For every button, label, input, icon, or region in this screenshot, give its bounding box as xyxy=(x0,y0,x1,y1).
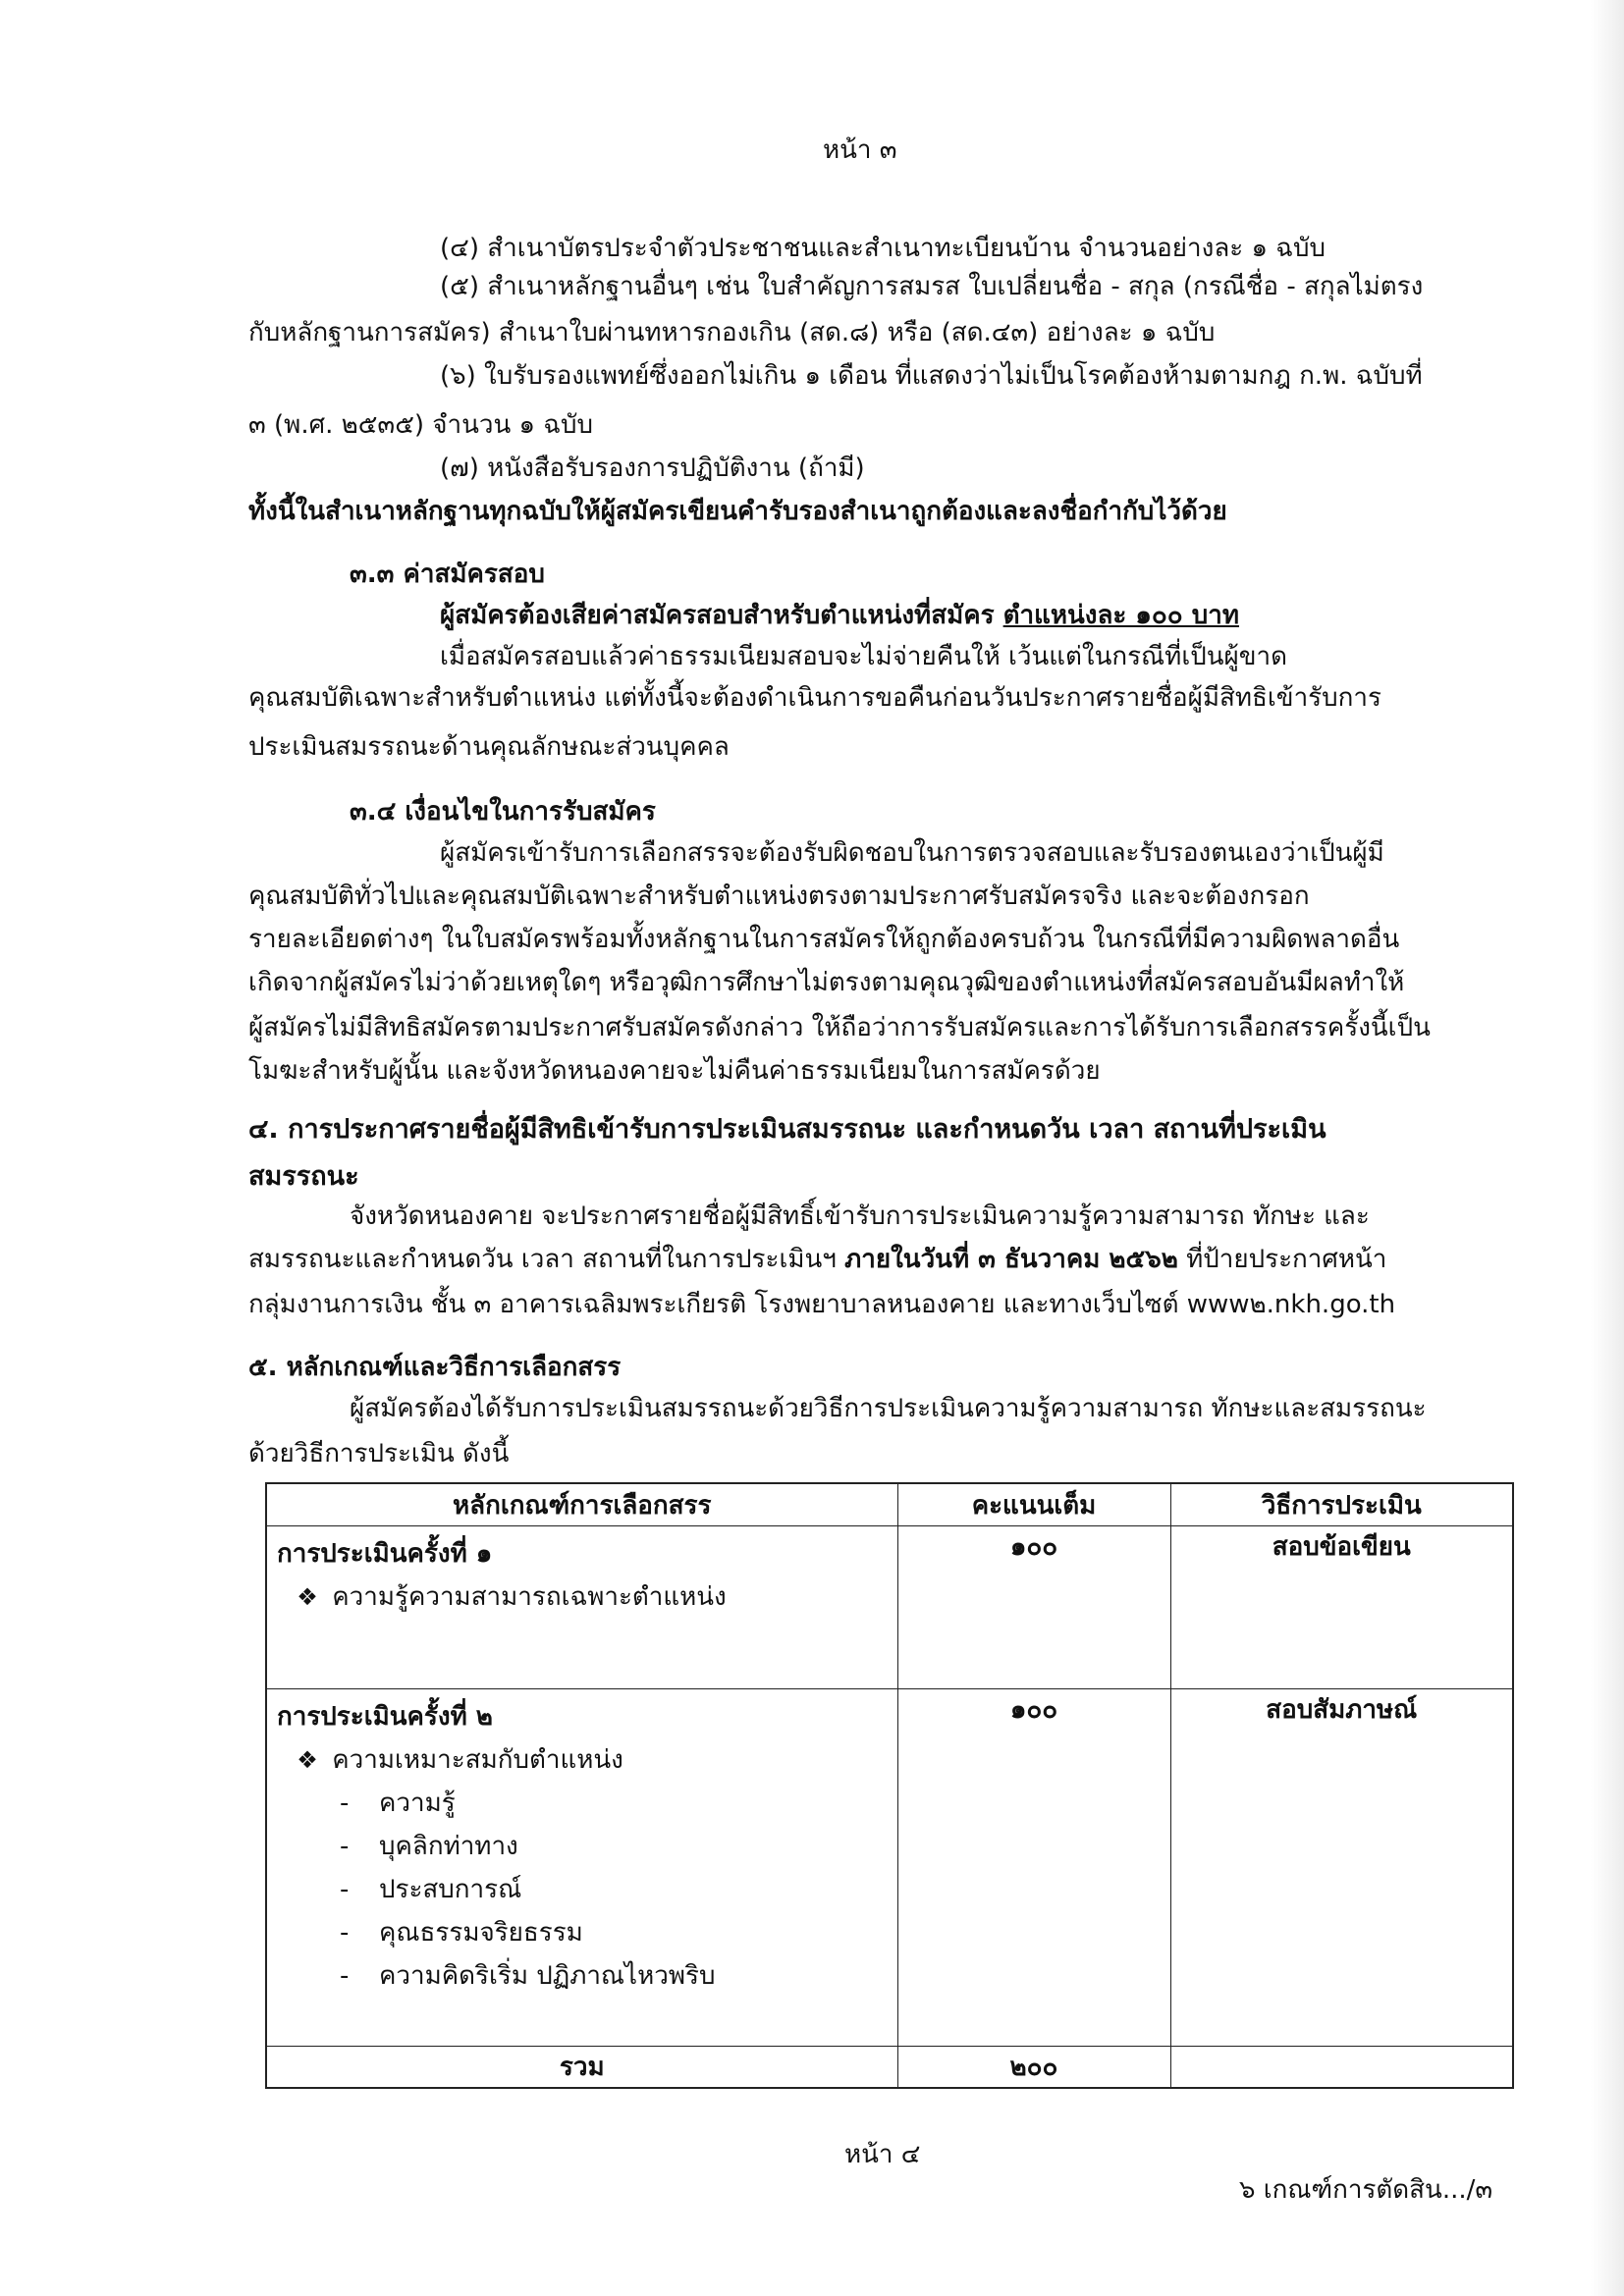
round2-subitem: ความรู้ xyxy=(379,1789,456,1818)
col-header-criteria: หลักเกณฑ์การเลือกสรร xyxy=(266,1483,897,1526)
section-3-4-line1: ผู้สมัครเข้ารับการเลือกสรรจะต้องรับผิดชอบในการตรวจสอบและรับรองตนเองว่าเป็นผู้มี xyxy=(440,838,1384,868)
section-3-3-line3: ประเมินสมรรถนะด้านคุณลักษณะส่วนบุคคล xyxy=(248,732,730,762)
fee-amount: ตำแหน่งละ ๑๐๐ บาท xyxy=(1002,601,1239,630)
total-score: ๒๐๐ xyxy=(897,2047,1170,2089)
scan-edge-shadow xyxy=(1591,0,1624,2296)
page-number-footer: หน้า ๔ xyxy=(844,2140,921,2169)
round2-subitem: บุคลิกท่าทาง xyxy=(379,1832,518,1861)
section-3-3-line1: เมื่อสมัครสอบแล้วค่าธรรมเนียมสอบจะไม่จ่ายคืนให้ เว้นแต่ในกรณีที่เป็นผู้ขาด xyxy=(440,642,1287,671)
dash-icon: - xyxy=(340,1918,350,1948)
section-5-line2: ด้วยวิธีการประเมิน ดังนี้ xyxy=(248,1439,510,1468)
section-4-line1: จังหวัดหนองคาย จะประกาศรายชื่อผู้มีสิทธิ์เข้ารับการประเมินความรู้ความสามารถ ทักษะ และ xyxy=(350,1201,1370,1231)
section-3-4-heading: ๓.๔ เงื่อนไขในการรับสมัคร xyxy=(350,797,656,827)
col-header-method: วิธีการประเมิน xyxy=(1170,1483,1513,1526)
section-4-line3: กลุ่มงานการเงิน ชั้น ๓ อาคารเฉลิมพระเกียรติ โรงพยาบาลหนองคาย และทางเว็บไซต์ www๒.nkh.go.th xyxy=(248,1290,1396,1319)
round1-item: ความรู้ความสามารถเฉพาะตำแหน่ง xyxy=(332,1582,727,1612)
round2-item: ความเหมาะสมกับตำแหน่ง xyxy=(332,1745,623,1775)
fee-statement xyxy=(440,595,1239,635)
page-number-header: หน้า ๓ xyxy=(823,135,897,165)
diamond-bullet-icon: ❖ xyxy=(297,1746,318,1774)
table-header-row xyxy=(266,1483,1513,1526)
doc-item-6-line1: (๖) ใบรับรองแพทย์ซึ่งออกไม่เกิน ๑ เดือน ที่แสดงว่าไม่เป็นโรคต้องห้ามตามกฎ ก.พ. ฉบับที่ xyxy=(440,361,1423,391)
col-header-full-score: คะแนนเต็ม xyxy=(897,1483,1170,1526)
section-4-line2 xyxy=(248,1239,1386,1279)
section-3-4-line3: รายละเอียดต่างๆ ในใบสมัครพร้อมทั้งหลักฐานในการสมัครให้ถูกต้องครบถ้วน ในกรณีที่มีความผิดพลาดอื่น xyxy=(248,925,1400,954)
round1-score: ๑๐๐ xyxy=(897,1526,1170,1689)
round2-subitem: คุณธรรมจริยธรรม xyxy=(379,1918,583,1948)
total-method xyxy=(1170,2047,1513,2089)
table-row-round1 xyxy=(266,1526,1513,1689)
doc-item-6-line2: ๓ (พ.ศ. ๒๕๓๕) จำนวน ๑ ฉบับ xyxy=(248,410,594,440)
section-3-4-line2: คุณสมบัติทั่วไปและคุณสมบัติเฉพาะสำหรับตำแหน่งตรงตามประกาศรับสมัครจริง และจะต้องกรอก xyxy=(248,881,1310,911)
section-3-3-heading: ๓.๓ ค่าสมัครสอบ xyxy=(350,560,545,589)
section-5-line1: ผู้สมัครต้องได้รับการประเมินสมรรถนะด้วยวิธีการประเมินความรู้ความสามารถ ทักษะและสมรรถนะ xyxy=(350,1394,1427,1423)
section-3-3-line2: คุณสมบัติเฉพาะสำหรับตำแหน่ง แต่ทั้งนี้จะต้องดำเนินการขอคืนก่อนวันประกาศรายชื่อผู้มีสิทธิเข้ารับการ xyxy=(248,683,1381,713)
doc-item-7: (๗) หนังสือรับรองการปฏิบัติงาน (ถ้ามี) xyxy=(440,454,865,483)
dash-icon: - xyxy=(340,1832,350,1861)
section-3-4-line5: ผู้สมัครไม่มีสิทธิสมัครตามประกาศรับสมัครดังกล่าว ให้ถือว่าการรับสมัครและการได้รับการเลือกสรรครั้งนี้เป็น xyxy=(248,1013,1431,1042)
dash-icon: - xyxy=(340,1789,350,1818)
round2-score: ๑๐๐ xyxy=(897,1689,1170,2047)
fee-prefix: ผู้สมัครต้องเสียค่าสมัครสอบสำหรับตำแหน่งที่สมัคร xyxy=(440,601,1003,630)
table-row-total xyxy=(266,2047,1513,2089)
next-page-reference: ๖ เกณฑ์การตัดสิน.../๓ xyxy=(1239,2175,1493,2205)
total-label: รวม xyxy=(266,2047,897,2089)
round2-subitem: ประสบการณ์ xyxy=(379,1875,522,1904)
section-3-4-line6: โมฆะสำหรับผู้นั้น และจังหวัดหนองคายจะไม่คืนค่าธรรมเนียมในการสมัครด้วย xyxy=(248,1056,1101,1086)
certify-note: ทั้งนี้ในสำเนาหลักฐานทุกฉบับให้ผู้สมัครเขียนคำรับรองสำเนาถูกต้องและลงชื่อกำกับไว้ด้วย xyxy=(248,497,1227,526)
diamond-bullet-icon: ❖ xyxy=(297,1583,318,1611)
section-3-4-line4: เกิดจากผู้สมัครไม่ว่าด้วยเหตุใดๆ หรือวุฒิการศึกษาไม่ตรงตามคุณวุฒิของตำแหน่งที่สมัครสอบอันมีผลทำให้ xyxy=(248,968,1405,997)
section-4-heading-line2: สมรรถนะ xyxy=(248,1161,359,1192)
section-4-line2-suffix: ที่ป้ายประกาศหน้า xyxy=(1177,1245,1387,1274)
round2-subitem: ความคิดริเริ่ม ปฏิภาณไหวพริบ xyxy=(379,1961,716,1991)
round1-method: สอบข้อเขียน xyxy=(1170,1526,1513,1689)
doc-item-5-line1: (๕) สำเนาหลักฐานอื่นๆ เช่น ใบสำคัญการสมรส ใบเปลี่ยนชื่อ - สกุล (กรณีชื่อ - สกุลไม่ตรง xyxy=(440,272,1424,301)
announcement-date: ภายในวันที่ ๓ ธันวาคม ๒๕๖๒ xyxy=(844,1245,1178,1274)
doc-item-5-line2: กับหลักฐานการสมัคร) สำเนาใบผ่านทหารกองเกิน (สด.๘) หรือ (สด.๔๓) อย่างละ ๑ ฉบับ xyxy=(248,318,1216,347)
round2-method: สอบสัมภาษณ์ xyxy=(1170,1689,1513,2047)
dash-icon: - xyxy=(340,1875,350,1904)
table-row-round2 xyxy=(266,1689,1513,2047)
dash-icon: - xyxy=(340,1961,350,1991)
round1-title: การประเมินครั้งที่ ๑ xyxy=(277,1539,493,1569)
section-5-heading: ๕. หลักเกณฑ์และวิธีการเลือกสรร xyxy=(248,1353,622,1382)
doc-item-4: (๔) สำเนาบัตรประจำตัวประชาชนและสำเนาทะเบียนบ้าน จำนวนอย่างละ ๑ ฉบับ xyxy=(440,234,1326,263)
selection-criteria-table xyxy=(265,1482,1514,2089)
section-4-heading-line1: ๔. การประกาศรายชื่อผู้มีสิทธิเข้ารับการประเมินสมรรถนะ และกำหนดวัน เวลา สถานที่ประเมิน xyxy=(248,1114,1326,1145)
round2-title: การประเมินครั้งที่ ๒ xyxy=(277,1702,493,1732)
section-4-line2-prefix: สมรรถนะและกำหนดวัน เวลา สถานที่ในการประเมินฯ xyxy=(248,1245,845,1274)
